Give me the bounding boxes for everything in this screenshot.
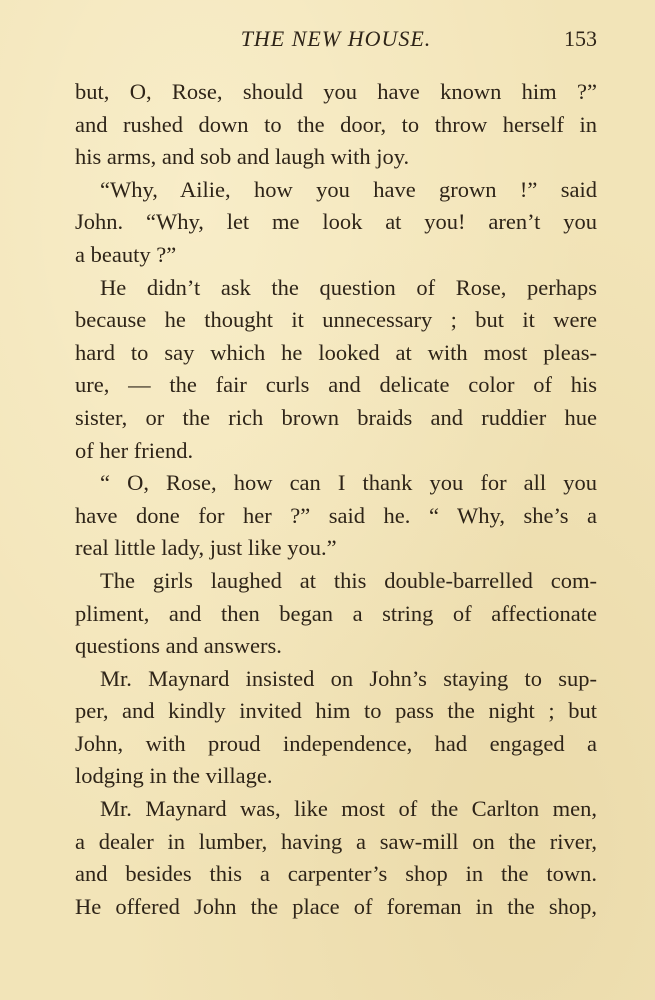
text-line: ure, — the fair curls and delicate color of his (75, 372, 597, 398)
text-line: of her friend. (75, 437, 194, 463)
paragraph (75, 174, 597, 272)
text-line: per, and kindly invited him to pass the night ; but (75, 698, 597, 724)
text-line: have done for her ?” said he. “ Why, she’s a (75, 502, 597, 528)
text-line: sister, or the rich brown braids and ruddier hue (75, 404, 597, 430)
running-title: THE NEW HOUSE. (240, 26, 432, 51)
text-line: lodging in the village. (75, 763, 273, 789)
paragraph (75, 467, 597, 565)
paragraph (75, 793, 597, 923)
text-line: questions and answers. (75, 633, 282, 659)
text-line: “Why, Ailie, how you have grown !” said (100, 176, 597, 202)
body-text (75, 76, 597, 923)
text-line: a beauty ?” (75, 241, 177, 267)
paragraph (75, 76, 597, 174)
text-line: “ O, Rose, how can I thank you for all you (100, 470, 597, 496)
text-line: because he thought it unnecessary ; but it were (75, 307, 597, 333)
running-head (75, 22, 597, 56)
text-line: John, with proud independence, had engaged a (75, 730, 597, 756)
paragraph (75, 663, 597, 793)
text-line: Mr. Maynard was, like most of the Carlton men, (100, 796, 597, 822)
text-line: and rushed down to the door, to throw herself in (75, 111, 597, 137)
text-line: real little lady, just like you.” (75, 535, 337, 561)
text-line: his arms, and sob and laugh with joy. (75, 144, 410, 170)
paragraph (75, 565, 597, 663)
text-line: Mr. Maynard insisted on John’s staying to sup- (100, 665, 597, 691)
text-line: and besides this a carpenter’s shop in the town. (75, 861, 597, 887)
page-number: 153 (564, 26, 597, 51)
text-line: He didn’t ask the question of Rose, perhaps (100, 274, 597, 300)
text-line: pliment, and then began a string of affectionate (75, 600, 597, 626)
text-line: a dealer in lumber, having a saw-mill on the river, (75, 828, 597, 854)
paragraph (75, 272, 597, 468)
text-line: but, O, Rose, should you have known him ?” (75, 79, 597, 104)
text-line: The girls laughed at this double-barrelled com- (100, 567, 597, 593)
text-line: John. “Why, let me look at you! aren’t you (75, 209, 597, 235)
text-line: hard to say which he looked at with most pleas- (75, 339, 597, 365)
text-line: He offered John the place of foreman in the shop, (75, 893, 597, 919)
